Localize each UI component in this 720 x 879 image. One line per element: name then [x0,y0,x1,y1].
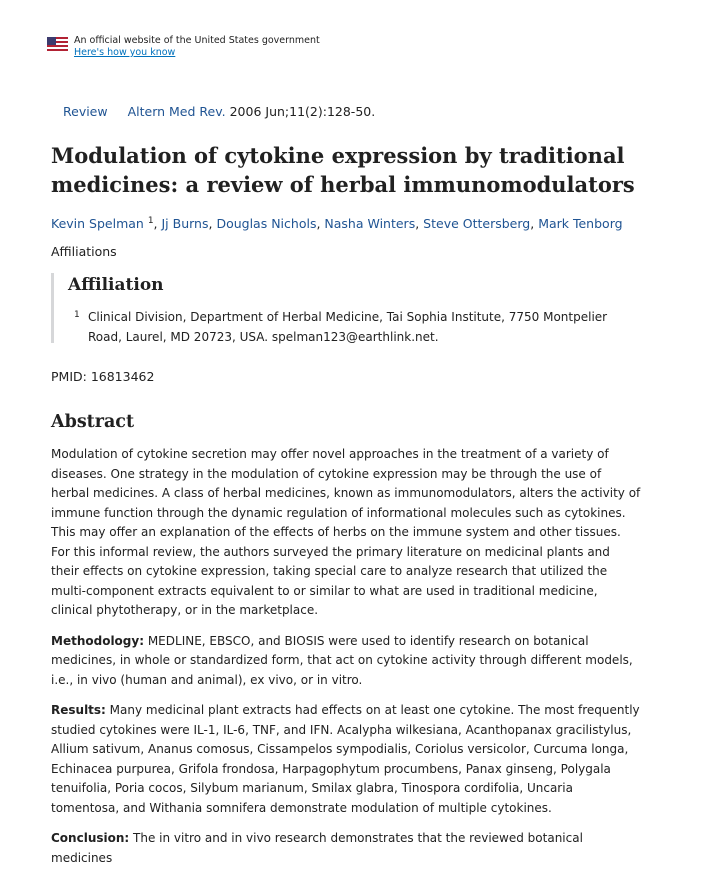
author-link[interactable]: Mark Tenborg [538,216,623,232]
results-text: Many medicinal plant extracts had effects on at least one cytokine. The most frequently studied cytokines were IL-1, IL-6, TNF, and IFN. Acalypha wilkesiana, Acanthopanax gracilistylus, Allium sativum, Ananus comosus, Cissampelos sympodialis, Coriolus versicolor, Curcuma longa, Echinacea purpurea, Grifola frondosa, Harpagophytum procumbens, Panax ginseng, Polygala tenuifolia, Poria cocos, Silybum marianum, Smilax glabra, Tinospora cordifolia, Uncaria tomentosa, and Withania somnifera demonstrate modulation of multiple cytokines. [51,703,640,815]
article-type: Review [63,104,108,119]
affiliation-heading: Affiliation [68,275,164,295]
methodology-label: Methodology: [51,633,145,648]
affiliation-text: Clinical Division, Department of Herbal Medicine, Tai Sophia Institute, 7750 Montpelier Road, Laurel, MD 20723, USA. spelman123@earthlink.net. [88,310,608,344]
affiliation-number: 1 [74,310,80,320]
us-flag-icon [47,37,68,51]
affiliation-panel [51,273,634,343]
abstract-body [51,445,641,879]
conclusion-label: Conclusion: [51,831,130,845]
citation-date: 2006 Jun;11(2):128-50. [225,104,376,119]
citation [63,104,375,119]
author-link[interactable]: Jj Burns [161,216,209,232]
abstract-results [51,701,641,818]
author-link[interactable]: Nasha Winters [324,216,416,232]
heres-how-you-know-link[interactable]: Here's how you know [74,47,176,58]
abstract-methodology [51,632,641,691]
results-label: Results: [51,703,106,717]
page-title: Modulation of cytokine expression by traditional medicines: a review of herbal immunomodulators [51,143,635,197]
conclusion-text: The in vitro and in vivo research demonstrates that the reviewed botanical medicines [51,831,583,865]
abstract-conclusion [51,829,641,868]
journal-link[interactable]: Altern Med Rev. [127,104,226,119]
author-link[interactable]: Steve Ottersberg [423,216,531,232]
methodology-text: MEDLINE, EBSCO, and BIOSIS were used to identify research on botanical medicines, in whole or standardized form, that act on cytokine activity through different models, i.e., in vivo (human and animal), ex vivo, or in vitro. [51,633,633,687]
author-link[interactable]: Kevin Spelman [51,216,144,232]
gov-banner-text: An official website of the United States government [74,35,320,46]
affiliations-toggle[interactable]: Affiliations [51,244,117,259]
author-link[interactable]: Douglas Nichols [216,216,317,232]
abstract-intro: Modulation of cytokine secretion may offer novel approaches in the treatment of a variety of diseases. One strategy in the modulation of cytokine expression may be through the use of herbal medicines. A class of herbal medicines, known as immunomodulators, alters the activity of immune function through the dynamic regulation of informational molecules such as cytokines. This may offer an explanation of the effects of herbs on the immune system and other tissues. For this informal review, the authors surveyed the primary literature on medicinal plants and their effects on cytokine expression, taking special care to analyze research that utilized the multi-component extracts equivalent to or similar to what are used in traditional medicine, clinical phytotherapy, or in the marketplace. [51,447,641,617]
author-affiliation-marker[interactable]: 1 [147,216,154,226]
pmid: PMID: 16813462 [51,369,155,384]
abstract-heading: Abstract [51,412,135,432]
authors-list: Kevin Spelman $^1$, Jj Burns, Douglas Nichols, Nasha Winters, Steve Ottersberg, Mark Tenborg [51,216,623,232]
